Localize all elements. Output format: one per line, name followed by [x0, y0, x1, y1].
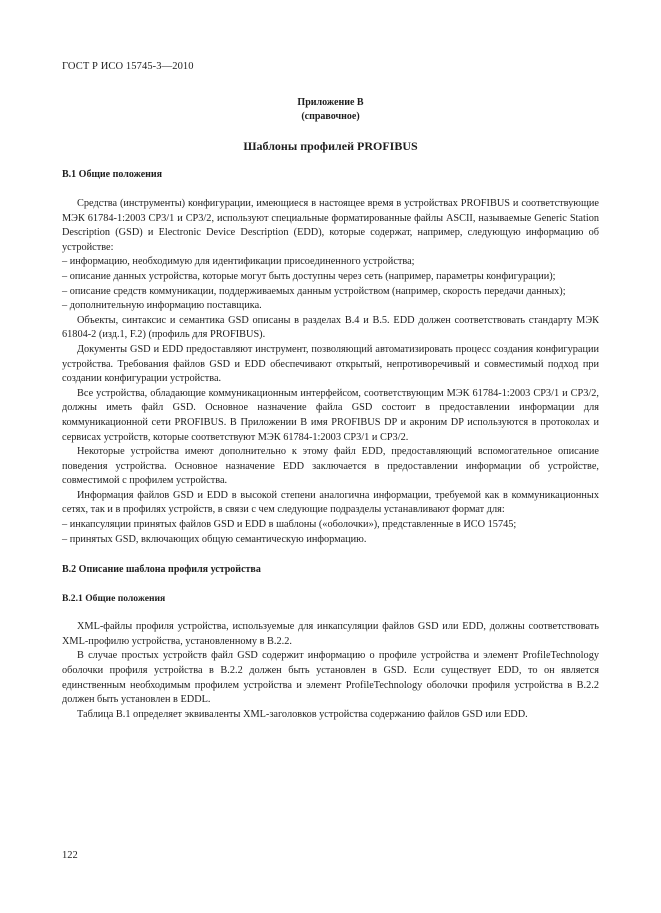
appendix-label: Приложение В [297, 97, 364, 108]
running-header: ГОСТ Р ИСО 15745-3—2010 [62, 61, 194, 72]
paragraph: Информация файлов GSD и EDD в высокой степени аналогична информации, требуемой как в коммуникационных сетях, так и в профилях устройств, в связи с чем следующие подразделы устанавливают формат для: [62, 489, 599, 516]
paragraph: Некоторые устройства имеют дополнительно к этому файл EDD, предоставляющий вспомогательное описание поведения устройства. Основное назначение EDD заключается в предоставлении информации об устройстве, совместимой с профилем устройства. [62, 446, 599, 487]
page-content [62, 96, 599, 722]
section-heading-b1: В.1 Общие положения [62, 169, 163, 180]
section-heading-b2: В.2 Описание шаблона профиля устройства [62, 564, 261, 576]
paragraph: В случае простых устройств файл GSD содержит информацию о профиле устройства и элемент ProfileTechnology оболочки профиля устройства в В.2.2 должен быть установлен в GSD. Если существует EDD, то он является единственным необходимым профилем устройства и элемент ProfileTechnology оболочки профиля устройства в В.2.2 должен быть установлен в EDDL. [62, 650, 599, 706]
paragraph: Все устройства, обладающие коммуникационным интерфейсом, соответствующим МЭК 61784-1:2003 CP3/1 и CP3/2, должны иметь файл GSD. Основное назначение файла GSD состоит в предоставлении информации для коммуникационной сети PROFIBUS. В Приложении В имя PROFIBUS DP и акроним DP используются в протоколах и сервисах устройств, которые соответствуют МЭК 61784-1:2003 CP3/1 и CP3/2. [62, 387, 599, 443]
list-item: – информацию, необходимую для идентификации присоединенного устройства; [62, 256, 415, 268]
list-item: – дополнительную информацию поставщика. [62, 300, 262, 312]
list-item: – принятых GSD, включающих общую семантическую информацию. [62, 533, 367, 545]
paragraph: XML-файлы профиля устройства, используемые для инкапсуляции файлов GSD или EDD, должны соответствовать XML-профилю устройства, установленному в В.2.2. [62, 621, 599, 647]
paragraph: Средства (инструменты) конфигурации, имеющиеся в настоящее время в устройствах PROFIBUS и соответствующие МЭК 61784-1:2003 CP3/1 и CP3/2, используют специальные форматированные файлы ASCII, называемые Generic Station Description (GSD) и Electronic Device Description (EDD), которые содержат, например, следующую информацию об устройстве: [62, 198, 599, 253]
list-item: – описание средств коммуникации, поддерживаемых данным устройством (например, скорость передачи данных); [62, 285, 566, 297]
appendix-status: (справочное) [301, 110, 360, 122]
subsection-heading-b2-1: В.2.1 Общие положения [62, 593, 166, 605]
appendix-title: Шаблоны профилей PROFIBUS [243, 139, 418, 153]
paragraph: Документы GSD и EDD предоставляют инструмент, позволяющий автоматизировать процесс создания конфигурации устройства. Требования файлов GSD и EDD обеспечивают открытый, непротиворечивый и совместимый подход при создании конфигурации устройства. [62, 343, 599, 385]
list-item: – инкапсуляции принятых файлов GSD и EDD в шаблоны («оболочки»), представленные в ИСО 15745; [62, 519, 517, 531]
page-number: 122 [62, 850, 78, 861]
paragraph: Объекты, синтаксис и семантика GSD описаны в разделах В.4 и В.5. EDD должен соответствовать стандарту МЭК 61804-2 (изд.1, F.2) (профиль для PROFIBUS). [62, 314, 599, 341]
list-item: – описание данных устройства, которые могут быть доступны через сеть (например, параметры конфигурации); [62, 270, 556, 282]
paragraph: Таблица В.1 определяет эквиваленты XML-заголовков устройства содержанию файлов GSD или EDD. [77, 708, 528, 720]
